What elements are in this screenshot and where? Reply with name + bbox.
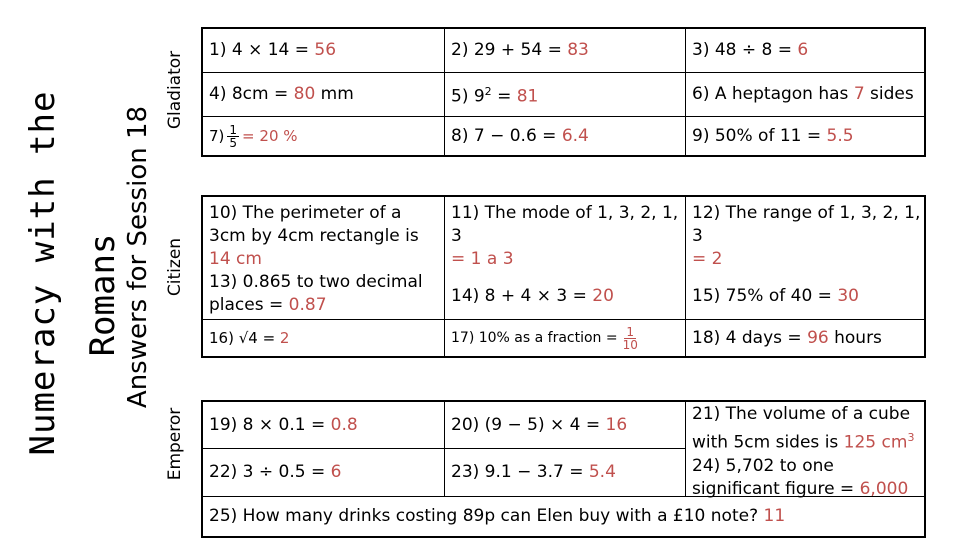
answer: 6,000: [859, 478, 909, 499]
question-25: [203, 496, 924, 536]
level-label-citizen: Citizen: [165, 237, 185, 297]
numerator: 1: [229, 122, 238, 137]
equals: =: [242, 126, 255, 145]
question-7: [203, 116, 444, 155]
exponent: 3: [907, 431, 915, 444]
question-text: 14) 8 + 4 × 3 =: [451, 285, 593, 306]
fraction: [227, 124, 239, 149]
title-line-3: Answers for Session 18: [123, 105, 153, 409]
question-22: [203, 448, 444, 496]
question-12: [685, 197, 924, 273]
question-21: [692, 403, 920, 455]
question-8: [444, 116, 685, 155]
question-19: [203, 402, 444, 448]
question-text: 22) 3 ÷ 0.5 =: [209, 462, 331, 482]
answer: 6: [797, 40, 809, 60]
question-text: 2) 29 + 54 =: [451, 40, 568, 60]
answer: 5.4: [588, 462, 616, 482]
answer: 6: [330, 462, 342, 482]
question-3: [685, 29, 924, 72]
question-23: [444, 448, 685, 496]
answer: 96: [807, 327, 829, 348]
answer: 14 cm: [209, 249, 262, 269]
answer-fraction: [621, 326, 640, 351]
answer: 20: [592, 285, 614, 306]
question-16: [203, 319, 444, 356]
question-text: 3) 48 ÷ 8 =: [692, 40, 798, 60]
question-text: 8) 7 − 0.6 =: [451, 125, 562, 146]
answer: 2: [279, 328, 290, 347]
level-label-emperor: Emperor: [165, 407, 185, 481]
question-text: 18) 4 days =: [692, 327, 808, 348]
gladiator-grid: [201, 27, 926, 157]
question-text: 10) The perimeter of a 3cm by 4cm rectangle is: [209, 203, 419, 246]
question-24: [692, 455, 920, 501]
question-text: 4) 8cm =: [209, 84, 294, 104]
answer: 2: [711, 249, 723, 269]
question-15: [685, 273, 924, 319]
question-6: [685, 72, 924, 116]
suffix: hours: [828, 327, 882, 348]
question-text: 16) √4 =: [209, 328, 280, 347]
equals: =: [692, 249, 712, 269]
question-text: 5) 9: [451, 86, 485, 107]
question-21-24: [685, 402, 924, 499]
question-text: 6) A heptagon has: [692, 84, 854, 104]
answer: 5.5: [826, 125, 854, 146]
question-5: [444, 72, 685, 116]
answer: 20 %: [259, 126, 298, 145]
question-text: 12) The range of 1, 3, 2, 1, 3: [692, 203, 921, 246]
answer: 0.87: [288, 295, 327, 315]
denominator: 10: [622, 337, 638, 352]
answer: 83: [567, 40, 589, 60]
question-11: [444, 197, 685, 273]
title-line-1: Numeracy with the: [23, 90, 63, 456]
question-10-13: [203, 197, 444, 319]
question-text: 25) How many drinks costing 89p can Elen buy with a £10 note?: [209, 506, 764, 526]
question-text: 19) 8 × 0.1 =: [209, 414, 331, 435]
question-text: 13) 0.865 to two decimal places =: [209, 272, 423, 315]
question-text: 17) 10% as a fraction =: [451, 329, 618, 346]
question-text: 24) 5,702 to one significant figure =: [692, 455, 860, 499]
equals: =: [491, 86, 517, 107]
answer: 81: [516, 86, 539, 107]
denominator: 5: [229, 135, 238, 150]
exponent: 2: [484, 85, 492, 99]
question-17: [444, 319, 685, 356]
suffix: sides: [864, 84, 914, 104]
question-10: [209, 202, 440, 271]
numerator: 1: [626, 324, 635, 339]
title-line-2: Romans: [83, 233, 123, 357]
question-18: [685, 319, 924, 356]
question-text: 9) 50% of 11 =: [692, 125, 827, 146]
answer: 30: [837, 285, 859, 306]
answer: 11: [763, 506, 786, 526]
question-text: 1) 4 × 14 =: [209, 40, 315, 60]
question-text: 15) 75% of 40 =: [692, 285, 838, 306]
unit: mm: [315, 84, 354, 104]
emperor-grid: [201, 400, 926, 538]
question-text: 23) 9.1 − 3.7 =: [451, 462, 589, 482]
question-text: 20) (9 − 5) × 4 =: [451, 414, 606, 435]
answer: 6.4: [561, 125, 589, 146]
question-text: 21) The volume of a cube with 5cm sides is: [692, 404, 911, 453]
equals: =: [451, 249, 471, 269]
question-20: [444, 402, 685, 448]
answer: 80: [293, 84, 316, 104]
answer: 56: [314, 40, 337, 60]
answer: 125 cm: [843, 432, 908, 453]
question-1: [203, 29, 444, 72]
question-14: [444, 273, 685, 319]
answer: 0.8: [330, 414, 358, 435]
question-9: [685, 116, 924, 155]
answer: 16: [605, 414, 628, 435]
question-13: [209, 271, 440, 317]
question-text: 11) The mode of 1, 3, 2, 1, 3: [451, 203, 679, 246]
question-text: 7): [209, 126, 225, 145]
answer: 1 a 3: [470, 249, 514, 269]
question-4: [203, 72, 444, 116]
level-label-gladiator: Gladiator: [165, 50, 185, 130]
answer: 7: [853, 84, 865, 104]
question-2: [444, 29, 685, 72]
citizen-grid: [201, 195, 926, 358]
